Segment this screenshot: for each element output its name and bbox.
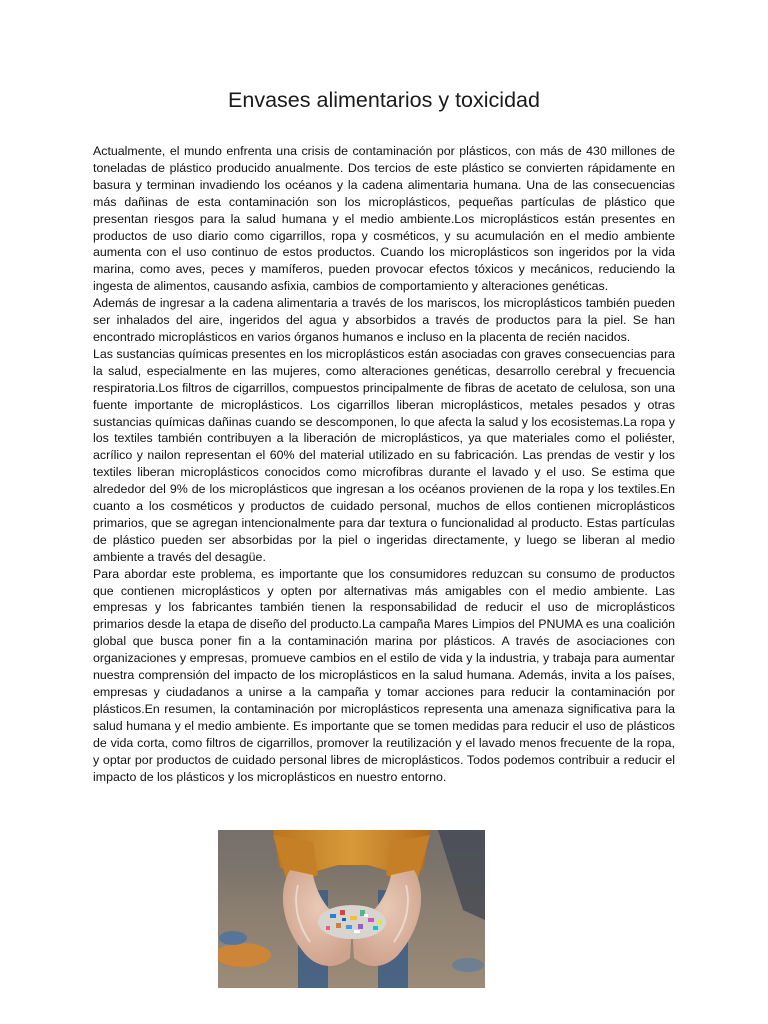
document-title: Envases alimentarios y toxicidad — [228, 88, 540, 112]
paragraph-exposure: Además de ingresar a la cadena alimentaria a través de los mariscos, los microplásticos también pueden ser inhalados del aire, ingeridos del agua y absorbidos a través de productos para la piel. Se han encontrado microplásticos en varios órganos humanos e incluso en la placenta de recién nacidos. — [93, 296, 675, 344]
paragraph-intro: Actualmente, el mundo enfrenta una crisis de contaminación por plásticos, con más de 430 millones de toneladas de plástico producido anualmente. Dos tercios de este plástico se convierten rápidamente en basura y terminan invadiendo los océanos y la cadena alimentaria humana. Una de las consecuencias más dañinas de esta contaminación son los microplásticos, pequeñas partículas de plástico que presentan riesgos para la salud humana y el medio ambiente.Los microplásticos están presentes en productos de uso diario como cigarrillos, ropa y cosméticos, y su acumulación en el medio ambiente aumenta con el uso continuo de estos productos. Cuando los microplásticos son ingeridos por la vida marina, como aves, peces y mamíferos, pueden provocar efectos tóxicos y mecánicos, reduciendo la ingesta de alimentos, causando asfixia, cambios de comportamiento y alteraciones genéticas. — [93, 144, 675, 294]
paragraph-solutions: Para abordar este problema, es importante que los consumidores reduzcan su consumo de productos que contienen microplásticos y opten por alternativas más amigables con el medio ambiente. Las empresas y los fabricantes también tienen la responsabilidad de reducir el uso de microplásticos primarios desde la etapa de diseño del producto.La campaña Mares Limpios del PNUMA es una coalición global que busca poner fin a la contaminación marina por plásticos. A través de asociaciones con organizaciones y empresas, promueve cambios en el estilo de vida y la industria, y trabaja para aumentar nuestra comprensión del impacto de los microplásticos en la salud humana. Además, invita a los países, empresas y ciudadanos a unirse a la campaña y tomar acciones para reducir la contaminación por plásticos.En resumen, la contaminación por microplásticos representa una amenaza significativa para la salud humana y el medio ambiente. Es importante que se tomen medidas para reducir el uso de plásticos de vida corta, como filtros de cigarrillos, promover la reutilización y el lavado menos frecuente de la ropa, y optar por productos de cuidado personal libres de microplásticos. Todos podemos contribuir a reducir el impacto de los plásticos y los microplásticos en nuestro entorno. — [93, 566, 675, 784]
document-body — [93, 143, 675, 785]
paragraph-health-sources: Las sustancias químicas presentes en los microplásticos están asociadas con graves consecuencias para la salud, especialmente en las mujeres, como alteraciones genéticas, desarrollo cerebral y frecuencia respiratoria.Los filtros de cigarrillos, compuestos principalmente de fibras de acetato de celulosa, son una fuente importante de microplásticos. Los cigarrillos liberan microplásticos, metales pesados y otras sustancias químicas dañinas cuando se descomponen, lo que afecta la salud y los ecosistemas.La ropa y los textiles también contribuyen a la liberación de microplásticos, ya que materiales como el poliéster, acrílico y nailon representan el 60% del material utilizado en su fabricación. Las prendas de vestir y los textiles liberan microplásticos conocidos como microfibras durante el lavado y el uso. Se estima que alrededor del 9% de los microplásticos que ingresan a los océanos provienen de la ropa y los textiles.En cuanto a los cosméticos y productos de cuidado personal, muchos de ellos contienen microplásticos primarios, que se agregan intencionalmente para dar textura o funcionalidad al producto. Estas partículas de plástico pueden ser absorbidas por la piel o ingeridas directamente, y luego se liberan al medio ambiente a través del desagüe. — [93, 346, 675, 564]
microplastics-hands-photo — [218, 830, 485, 988]
